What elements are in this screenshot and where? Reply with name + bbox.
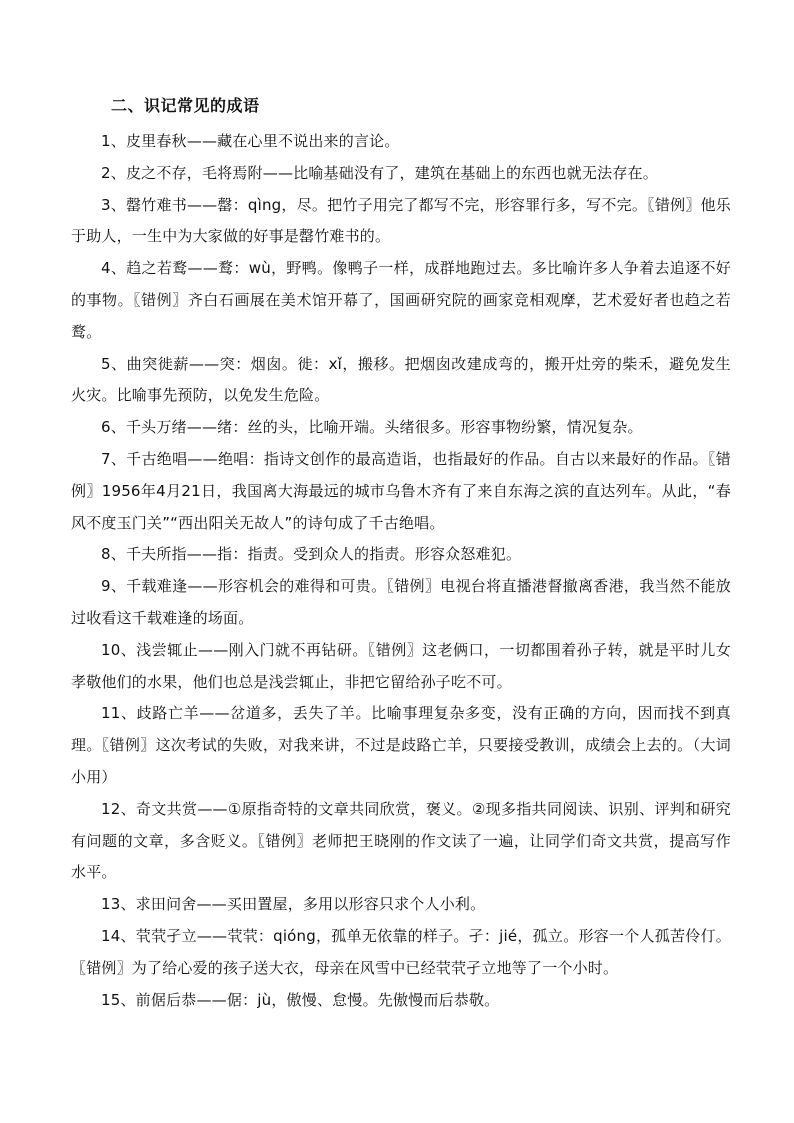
idiom-entry-8: 8、千夫所指——指：指责。受到众人的指责。形容众怒难犯。 xyxy=(101,545,522,564)
idiom-entry-6: 6、千头万绪——绪：丝的头，比喻开端。头绪很多。形容事物纷繁，情况复杂。 xyxy=(101,418,643,437)
idiom-entry-5: 5、曲突徙薪——突：烟囱。徙：xǐ，搬移。把烟囱改建成弯的，搬开灶旁的柴禾，避免发生火灾。比喻事先预防，以免发生危险。 xyxy=(71,354,731,405)
section-heading: 二、识记常见的成语 xyxy=(111,96,260,115)
idiom-entry-14: 14、茕茕孑立——茕茕：qióng，孤单无依靠的样子。孑：jié，孤立。形容一个人孤苦伶仃。〖错例〗为了给心爱的孩子送大衣，母亲在风雪中已经茕茕孑立地等了一个小时。 xyxy=(71,926,731,977)
idiom-entry-1: 1、皮里春秋——藏在心里不说出来的言论。 xyxy=(101,132,400,150)
idiom-entry-4: 4、趋之若鹜——鹜：wù，野鸭。像鸭子一样，成群地跑过去。多比喻许多人争着去追逐不好的事物。〖错例〗齐白石画展在美术馆开幕了，国画研究院的画家竞相观摩，艺术爱好者也趋之若鹜。 xyxy=(71,259,731,341)
idiom-entry-3: 3、罄竹难书——罄：qìng，尽。把竹子用完了都写不完，形容罪行多，写不完。〖错例〗他乐于助人，一生中为大家做的好事是罄竹难书的。 xyxy=(71,195,731,246)
idiom-entry-12: 12、奇文共赏——①原指奇特的文章共同欣赏，褒义。②现多指共同阅读、识别、评判和研究有问题的文章，多含贬义。〖错例〗老师把王晓刚的作文读了一遍，让同学们奇文共赏，提高写作水平。 xyxy=(71,799,731,882)
idiom-entry-9: 9、千载难逢——形容机会的难得和可贵。〖错例〗电视台将直播港督撤离香港，我当然不能放过收看这千载难逢的场面。 xyxy=(71,577,731,627)
idiom-entry-15: 15、前倨后恭——倨：jù，傲慢、怠慢。先傲慢而后恭敬。 xyxy=(101,990,500,1009)
idiom-entry-11: 11、歧路亡羊——岔道多，丢失了羊。比喻事理复杂多变，没有正确的方向，因而找不到真理。〖错例〗这次考试的失败，对我来讲，不过是歧路亡羊，只要接受教训，成绩会上去的。（大词小用） xyxy=(71,704,731,786)
document-body xyxy=(71,92,731,1016)
idiom-entry-10: 10、浅尝辄止——刚入门就不再钻研。〖错例〗这老俩口，一切都围着孙子转，就是平时儿女孝敬他们的水果，他们也总是浅尝辄止，非把它留给孙子吃不可。 xyxy=(71,640,731,691)
idiom-entry-2: 2、皮之不存，毛将焉附——比喻基础没有了，建筑在基础上的东西也就无法存在。 xyxy=(101,163,658,182)
idiom-entry-7: 7、千古绝唱——绝唱：指诗文创作的最高造诣，也指最好的作品。自古以来最好的作品。〖错例〗1956年4月21日，我国离大海最远的城市乌鲁木齐有了来自东海之滨的直达列车。从此，“春风不度玉门关”“西出阳关无故人”的诗句成了千古绝唱。 xyxy=(71,449,731,532)
idiom-entry-13: 13、求田问舍——买田置屋，多用以形容只求个人小利。 xyxy=(101,895,486,914)
